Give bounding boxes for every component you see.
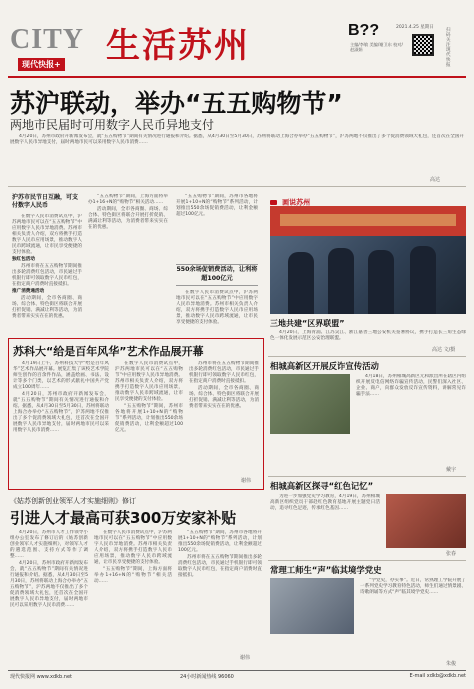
art-box [8,338,264,490]
art-body-3: 苏州市将在五五购物节期间推出多轮消费红包活动，市民通过手机银行即可领取数字人民币红包，在指定商户消费时直接抵扣。 活动期间，全市各商圈、商场、综合体、特色街区将联合开展打折促销、满减让利等活动，为消费者带来实实在在的优惠。 [189,361,259,409]
red-memory-photo [386,494,466,548]
masthead [8,12,468,72]
feature-sub2: 推广消费通活动 [12,289,45,294]
side3-headline: 常理工师生“声”临其境学党史 [270,565,382,575]
talent-headline: 引进人才最高可获300万安家补贴 [10,509,237,527]
side1-headline: 相城高新区开展反诈宣传活动 [270,361,379,371]
lead-body: 4月20日，苏州市政府开新闻发布会，就“五五购物节”期间有关情况进行通报和介绍。据悉，从4月30日至5月30日，苏州将联动上海合办举办“五五购物节”，沪苏两地不仅推出了多个促消费领域大礼包，还首次在全国开展数字人民币异地支付，届时两地市民可以采用数字人民币消费…… [10,134,464,145]
photo-caption: 4月20日，上海青浦、江苏吴江、浙江嘉善三地公安机关签署协议，携手打造长三角生态绿色一体化发展示范区公安治理联盟。 [270,330,466,341]
feature-sub1: 独红包活动 [12,257,35,262]
footer-hotline: 24小时新闻热线 96060 [180,674,234,680]
police-alliance-photo [270,206,466,314]
masthead-title: 生活苏州 [106,26,250,66]
qr-code [412,34,434,56]
side3-body: “学党史，办实事”。近日，常熟理工学院开展了一系列党史学习教育特色活动，师生们通过情景剧、诗歌朗诵等方式“声”临其境学党史…… [360,578,466,595]
footer-website: 现代快报网 www.xdkb.net [10,674,72,680]
middle-col-2: “五五购物节”期间，苏州市各地将开展1+10+N的“购物节”系列活动，计划推出550余场促销费活动，让利金额超过100亿元。 [176,194,258,217]
middle-col-3: 在数字人民币消费试点中，沪苏两地市民可以在“五五购物节”中应用数字人民币异地消费。苏州市相关负责人介绍，双方将携手打造数字人民币应用场景，推动数字人民币跨域流通，让市民享受便捷的支付体验。 [176,290,258,325]
side1-byline: 戴宇 [446,467,457,473]
qr-caption: 扫码关注现代快报 [446,28,451,68]
footer-email: E-mail xdkb@xdkb.net [409,673,466,679]
lead-headline: 苏沪联动，举办“五五购物节” [10,89,343,118]
footer [10,673,466,683]
art-body: 4月19日上午，苏州科技大学“给是百年风华”艺术作品展开幕。展览汇集了该校艺术学院师生创作的百余件作品，涵盖绘画、书法、设计等多个门类，以艺术的形式献礼中国共产党成立100周年…… 4月20日，苏州市政府开新闻发布会，就“五五购物节”期间有关情况进行通报和介绍。据悉，从4月30日至5月30日，苏州将联动上海合办举办“五五购物节”，沪苏两地不仅推出了多个促消费领域大礼包，还首次在全国开展数字人民币异地支付，届时两地市民可以采用数字人民币消费…… [13,361,109,433]
feature-body: 在数字人民币消费试点中，沪苏两地市民可以在“五五购物节”中应用数字人民币异地消费。苏州市相关负责人介绍，双方将携手打造数字人民币应用场景，推动数字人民币跨域流通，让市民享受便捷的支付体验。 独红包活动 苏州市将在五五购物节期间推出多轮消费红包活动，市民通过手机银行即可领取数字人民币红包，在指定商户消费时直接抵扣。 推广消费通活动 活动期间，全市各商圈、商场、综合体、特色街区将联合开展打折促销、满减让利等活动，为消费者带来实实在在的优惠。 [12,214,82,319]
side2-byline: 张春 [446,551,457,557]
anti-fraud-photo [270,374,350,434]
date-line: 2021.4.25 星期日 [396,25,434,30]
talent-col-2: 在数字人民币消费试点中，沪苏两地市民可以在“五五购物节”中应用数字人民币异地消费。苏州市相关负责人介绍，双方将携手打造数字人民币应用场景，推动数字人民币跨域流通，让市民享受便捷的支付体验。 “五五购物节”期间，上海方面将举办1+16+N的“购物节”相关活动…… [94,530,172,584]
lead-subhead: 两地市民届时可用数字人民币异地支付 [10,118,215,132]
talent-col-1: 4月20日，苏州市人才工作领导小组办公室发布了修订后的《姑苏创新创业领军人才实施细则》，对领军人才的遴选范围、支持方式等作了调整…… 4月20日，苏州市政府开新闻发布会，就“五五购物节”期间有关情况进行通报和介绍。据悉，从4月30日至5月30日，苏州将联动上海合办举办“五五购物节”，沪苏两地不仅推出了多个促消费领域大礼包，还首次在全国开展数字人民币异地支付，届时两地市民可以采用数字人民币消费…… [10,530,88,608]
photo-caption-title: 三地共建“区界联盟” [270,319,345,328]
talent-byline: 谢伟 [240,655,251,661]
art-body-2: 在数字人民币消费试点中，沪苏两地市民可以在“五五购物节”中应用数字人民币异地消费。苏州市相关负责人介绍，双方将携手打造数字人民币应用场景，推动数字人民币跨域流通，让市民享受便捷的支付体验。 “五五购物节”期间，苏州市各地将开展1+10+N的“购物节”系列活动，计划推出550余场促销费活动，让利金额超过100亿元。 [115,361,183,433]
promo-highlight-text: 550余场促销费活动，让利将超100亿元 [176,266,258,282]
feature-title: 沪苏市民节日互融，可支付数字人民币 [12,194,79,209]
talent-col-3: “五五购物节”期间，苏州市各地将开展1+10+N的“购物节”系列活动，计划推出550余场促销费活动，让利金额超过100亿元。 苏州市将在五五购物节期间推出多轮消费红包活动，市民通过手机银行即可领取数字人民币红包，在指定商户消费时直接抵扣。 [178,530,262,578]
side2-body: 为进一步加强党史学习教育，4月19日，苏州相城高新区组织党员干部赴红色教育基地开展主题党日活动，追寻红色足迹，传承红色基因…… [270,494,380,511]
middle-col-1: “五五购物节”期间，上海方面将举办1+16+N的“购物节”相关活动…… 活动期间，全市各商圈、商场、综合体、特色街区将联合开展打折促销、满减让利等活动，为消费者带来实实在在的优惠。 [88,194,168,230]
photo-section-label: 画说苏州 [270,192,310,211]
promo-highlight [176,264,258,286]
camera-icon [270,200,277,205]
side3-byline: 朱俊 [446,661,457,667]
art-headline: 苏科大“给是百年风华”艺术作品展开幕 [13,345,204,358]
page-code: B?? [348,22,380,39]
masthead-slogan: 现代快报+ [18,58,65,71]
talent-kicker: 《姑苏创新创业领军人才实施细则》修订 [10,497,136,505]
masthead-city: CITY [10,24,85,55]
lead-byline: 高达 [430,177,441,183]
editors-line: 主编/李敏 美编/谢卫东 校对/赵淑娟 [350,42,403,52]
side1-body: 4月18日，苏州相城高新区元和派出所在辖区内组织开展反电信网络诈骗宣传活动，民警们深入社区、企业、商户，向群众发放反诈宣传资料，讲解常见诈骗手法…… [356,374,466,397]
side2-headline: 相城高新区探寻“红色记忆” [270,481,374,491]
photo-byline: 高达 文/摄 [432,347,456,353]
art-byline: 谢伟 [241,478,252,484]
students-photo [270,578,354,634]
